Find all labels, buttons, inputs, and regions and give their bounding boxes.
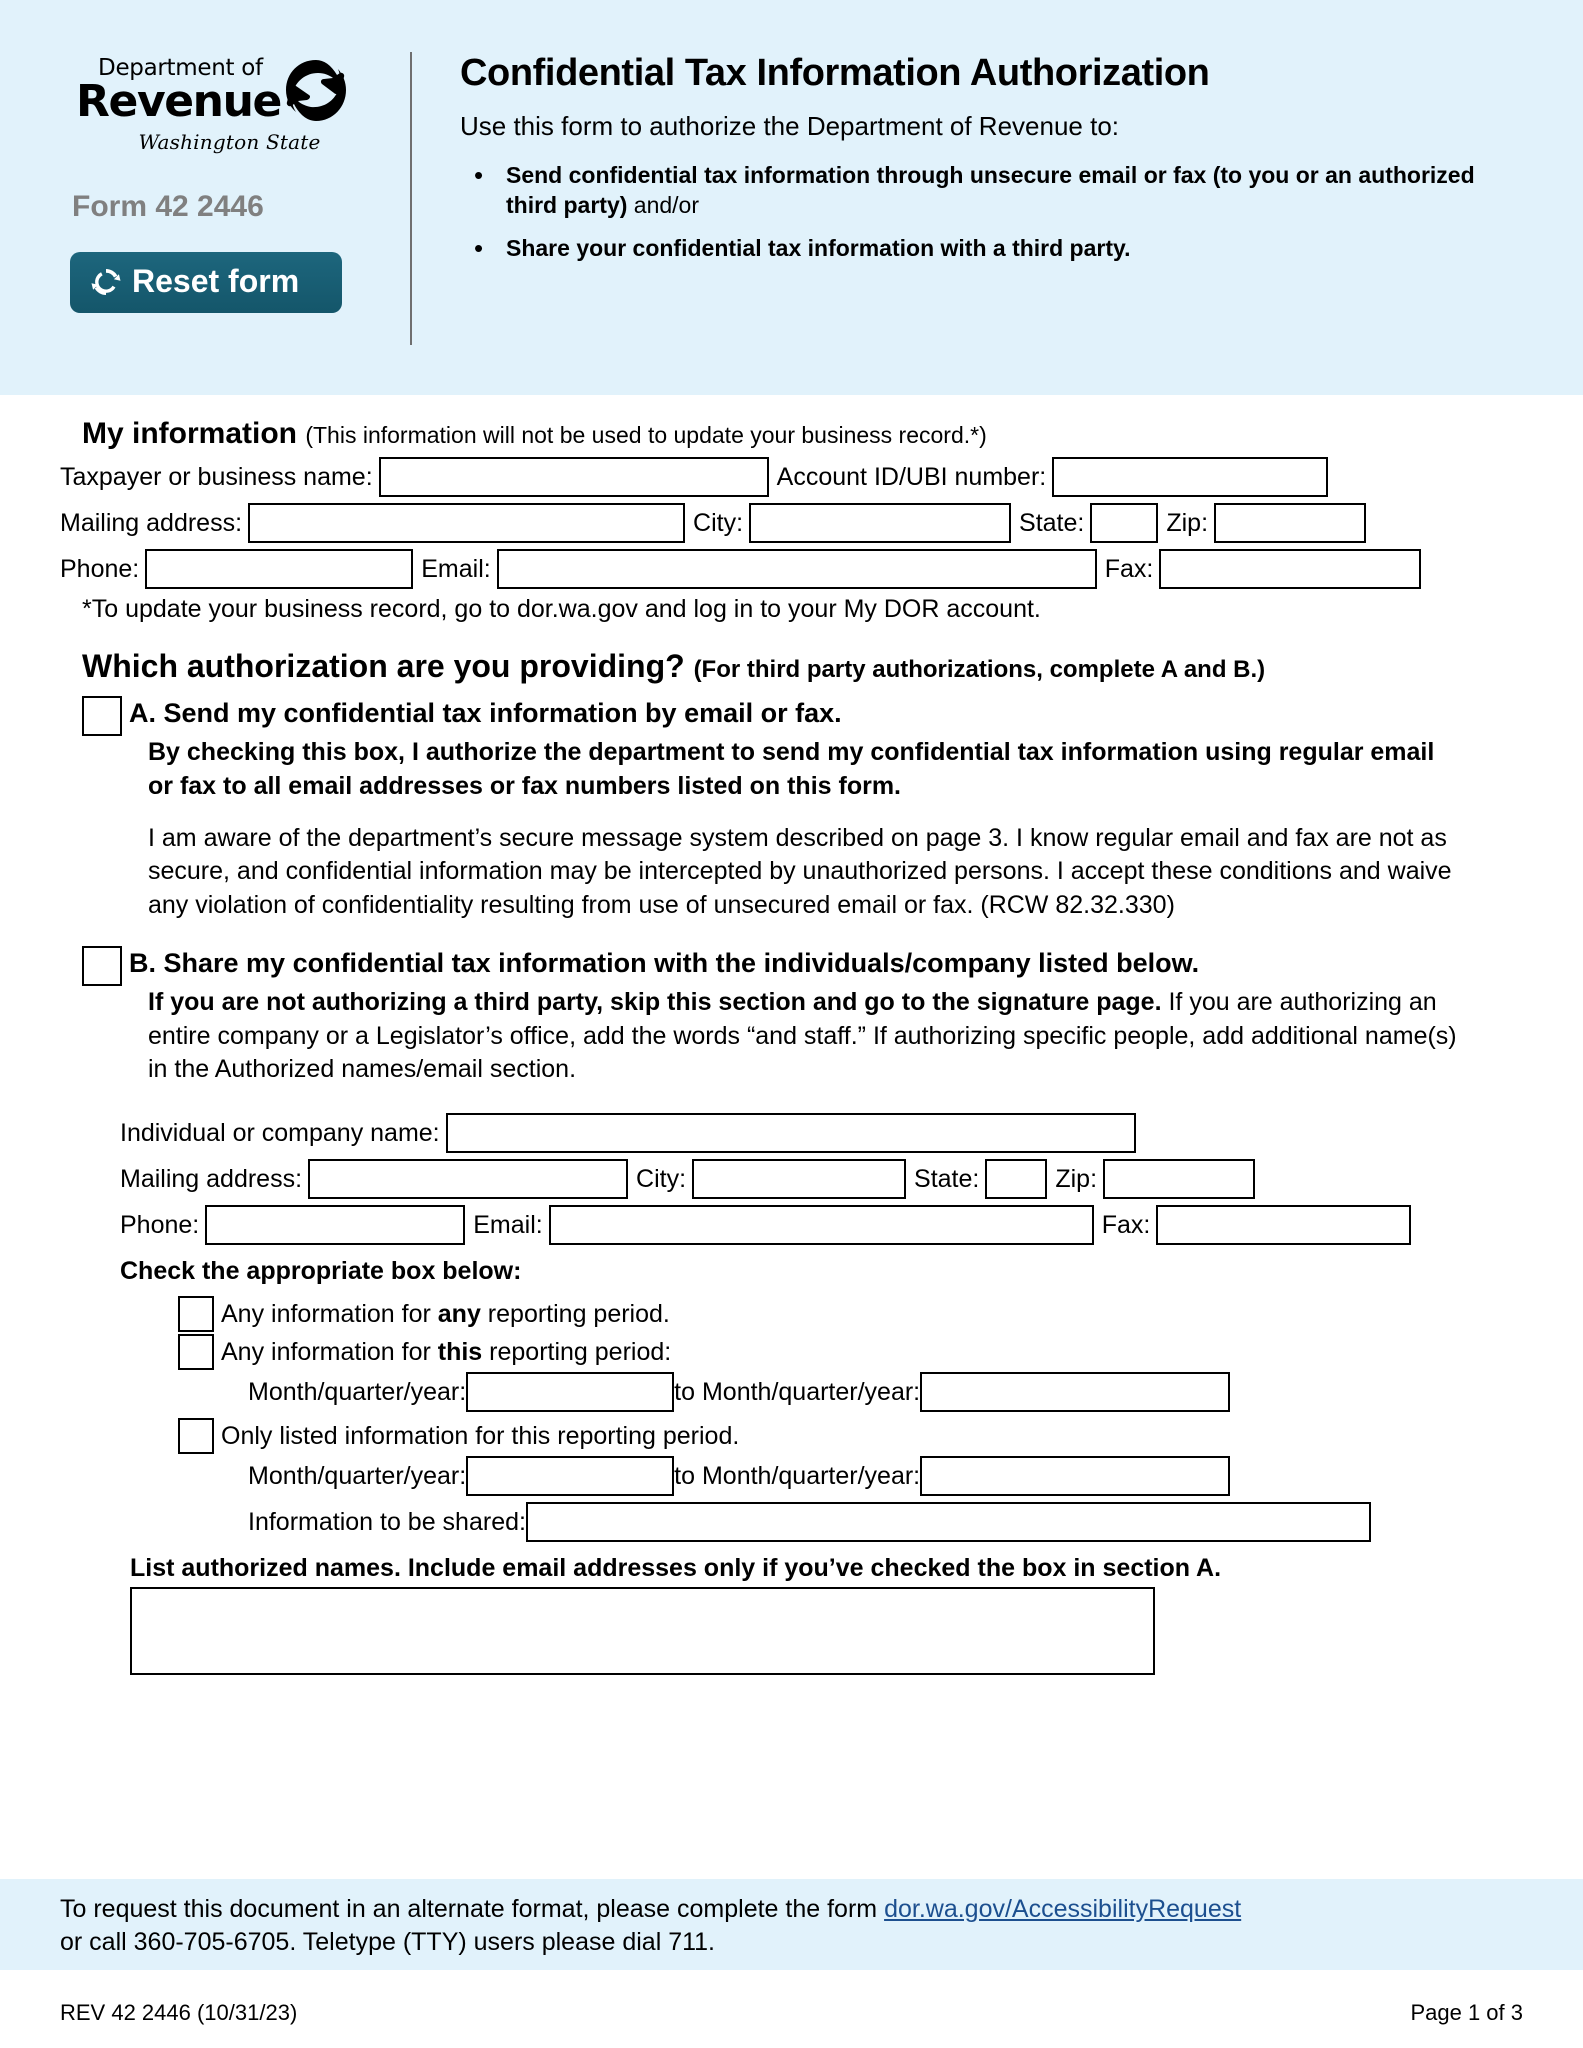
taxpayer-name-label: Taxpayer or business name: <box>60 462 373 491</box>
listed-period-date-row <box>248 1456 1523 1496</box>
reset-form-button-label: Reset form <box>132 263 300 299</box>
my-info-row-contact <box>60 549 1523 589</box>
option-b-bold-lead: If you are not authorizing a third party, skip this section and go to the signature page. <box>148 987 1162 1016</box>
info-shared-label: Information to be shared: <box>248 1507 526 1536</box>
page-number: Page 1 of 3 <box>1410 2000 1523 2025</box>
phone-label: Phone: <box>60 554 140 583</box>
third-party-fields <box>120 1113 1523 1680</box>
taxpayer-name-input[interactable] <box>379 457 769 497</box>
my-information-heading <box>82 417 1523 451</box>
tp-phone-label: Phone: <box>120 1210 200 1239</box>
email-input[interactable] <box>497 549 1097 589</box>
authorization-heading <box>82 648 1523 685</box>
this-period-to-input[interactable] <box>920 1372 1230 1412</box>
accessibility-notice-pre: To request this document in an alternate format, please complete the form <box>60 1895 885 1923</box>
tp-mailing-address-label: Mailing address: <box>120 1164 303 1193</box>
company-name-input[interactable] <box>446 1113 1136 1153</box>
phone-input[interactable] <box>145 549 413 589</box>
accessibility-notice <box>0 1879 1583 1970</box>
my-info-row-address <box>60 503 1523 543</box>
tp-phone-input[interactable] <box>205 1205 465 1245</box>
reset-circular-arrows-icon <box>88 264 124 300</box>
list-authorized-names-heading: List authorized names. Include email addresses only if you’ve checked the box in section A. <box>130 1554 1222 1582</box>
tp-email-input[interactable] <box>549 1205 1094 1245</box>
reset-form-button[interactable] <box>70 252 342 313</box>
logo-department-text: Department of <box>98 55 263 81</box>
listed-period-from-input[interactable] <box>466 1456 674 1496</box>
tp-city-input[interactable] <box>692 1159 906 1199</box>
page-footer-meta <box>60 2000 1523 2026</box>
bullet-bold-text: Send confidential tax information through unsecure email or fax (to you or an authorized third party) <box>506 162 1475 219</box>
purpose-bullet-list <box>460 160 1523 263</box>
purpose-bullet-item <box>460 233 1523 263</box>
fax-input[interactable] <box>1159 549 1421 589</box>
option-b-checkbox[interactable] <box>82 946 122 986</box>
my-info-row-name <box>60 457 1523 497</box>
revision-number: REV 42 2446 (10/31/23) <box>60 2000 298 2025</box>
any-period-bold: any <box>437 1299 481 1328</box>
account-id-input[interactable] <box>1052 457 1328 497</box>
listed-info-label <box>214 1422 739 1451</box>
option-a-row <box>82 695 1523 736</box>
tp-fax-input[interactable] <box>1156 1205 1411 1245</box>
logo-revenue-text: Revenue <box>76 76 281 128</box>
tp-fax-label: Fax: <box>1101 1210 1151 1239</box>
state-label: State: <box>1019 508 1085 537</box>
tp-zip-input[interactable] <box>1103 1159 1255 1199</box>
accessibility-notice-post: or call 360-705-6705. Teletype (TTY) users please dial 711. <box>60 1927 715 1956</box>
my-information-title: My information <box>82 417 297 450</box>
dor-logo <box>70 56 355 154</box>
this-period-checkbox[interactable] <box>178 1334 214 1370</box>
mailing-address-input[interactable] <box>248 503 685 543</box>
option-a-bold-paragraph: By checking this box, I authorize the department to send my confidential tax information using regular email or fax to all email addresses or fax numbers listed on this form. <box>148 738 1435 800</box>
this-period-bold: this <box>437 1337 483 1366</box>
zip-input[interactable] <box>1214 503 1366 543</box>
city-input[interactable] <box>749 503 1011 543</box>
option-b-body <box>148 986 1463 1087</box>
any-period-pre: Any information for <box>221 1299 438 1328</box>
reporting-option-listed <box>178 1418 1523 1454</box>
page-subtitle: Use this form to authorize the Department of Revenue to: <box>460 111 1120 141</box>
revenue-swirl-icon <box>283 58 349 128</box>
fax-label: Fax: <box>1104 554 1154 583</box>
tp-email-label: Email: <box>473 1210 543 1239</box>
option-b-label: B. Share my confidential tax information with the individuals/company listed below. <box>129 947 1200 978</box>
any-period-label <box>214 1300 670 1329</box>
info-shared-row <box>248 1502 1523 1542</box>
authorization-heading-note: (For third party authorizations, complete A and B.) <box>693 656 1266 683</box>
my-information-note: (This information will not be used to update your business record.*) <box>305 422 987 448</box>
this-period-pre: Any information for <box>221 1337 438 1366</box>
option-a-label: A. Send my confidential tax information by email or fax. <box>129 698 842 728</box>
this-period-post: reporting period: <box>482 1337 672 1366</box>
listed-period-to-label: to Month/quarter/year: <box>674 1461 921 1490</box>
mailing-address-label: Mailing address: <box>60 508 243 537</box>
option-b-row <box>82 945 1523 986</box>
tp-city-label: City: <box>636 1164 687 1193</box>
tp-mailing-address-input[interactable] <box>308 1159 628 1199</box>
tp-state-input[interactable] <box>985 1159 1047 1199</box>
reporting-option-any <box>178 1296 1523 1332</box>
city-label: City: <box>693 508 744 537</box>
email-label: Email: <box>421 554 491 583</box>
tp-zip-label: Zip: <box>1055 1164 1098 1193</box>
bullet-rest-text: and/or <box>627 192 699 219</box>
this-period-to-label: to Month/quarter/year: <box>674 1377 921 1406</box>
accessibility-request-link[interactable]: dor.wa.gov/AccessibilityRequest <box>884 1895 1242 1923</box>
third-party-row-address <box>120 1159 1523 1199</box>
any-period-post: reporting period. <box>480 1299 670 1328</box>
logo-washington-state-text: Washington State <box>138 130 321 154</box>
check-appropriate-box-heading: Check the appropriate box below: <box>120 1257 522 1285</box>
account-id-label: Account ID/UBI number: <box>776 462 1047 491</box>
third-party-row-name <box>120 1113 1523 1153</box>
this-period-date-row <box>248 1372 1523 1412</box>
state-input[interactable] <box>1090 503 1158 543</box>
bullet-bold-text: Share your confidential tax information with a third party. <box>506 234 1131 261</box>
page-header <box>0 0 1583 395</box>
form-body <box>0 395 1583 1680</box>
listed-period-to-input[interactable] <box>920 1456 1230 1496</box>
purpose-bullet-item <box>460 160 1523 221</box>
option-a-checkbox[interactable] <box>82 696 122 736</box>
this-period-label <box>214 1338 671 1367</box>
header-right-column <box>412 30 1523 275</box>
option-a-body <box>148 736 1463 923</box>
listed-info-checkbox[interactable] <box>178 1418 214 1454</box>
reporting-option-this <box>178 1334 1523 1370</box>
any-period-checkbox[interactable] <box>178 1296 214 1332</box>
zip-label: Zip: <box>1166 508 1209 537</box>
third-party-row-contact <box>120 1205 1523 1245</box>
listed-period-from-label: Month/quarter/year: <box>248 1461 467 1490</box>
page-title: Confidential Tax Information Authorization <box>460 52 1210 94</box>
listed-info-pre: Only listed information for this reporting period. <box>221 1421 740 1450</box>
tp-state-label: State: <box>914 1164 980 1193</box>
this-period-from-label: Month/quarter/year: <box>248 1377 467 1406</box>
option-b-paragraph-rest: If you are authorizing an entire company or a Legislator’s office, add the words “and staff.” If authorizing specific people, add additional name(s) in the Authorized names/email section. <box>148 987 1457 1084</box>
option-a-paragraph: I am aware of the department’s secure message system described on page 3. I know regular email and fax are not as secure, and confidential information may be intercepted by unauthorized persons. I accept these conditions and waive any violation of confidentiality resulting from use of unsecured email or fax. (RCW 82.32.330) <box>148 823 1452 919</box>
this-period-from-input[interactable] <box>466 1372 674 1412</box>
authorization-heading-text: Which authorization are you providing? <box>82 648 685 684</box>
company-name-label: Individual or company name: <box>120 1118 440 1147</box>
authorized-names-textarea[interactable] <box>130 1587 1155 1675</box>
my-information-footnote: *To update your business record, go to dor.wa.gov and log in to your My DOR account. <box>82 595 1041 623</box>
header-left-column <box>60 30 410 313</box>
info-shared-input[interactable] <box>526 1502 1371 1542</box>
form-number: Form 42 2446 <box>72 190 264 223</box>
